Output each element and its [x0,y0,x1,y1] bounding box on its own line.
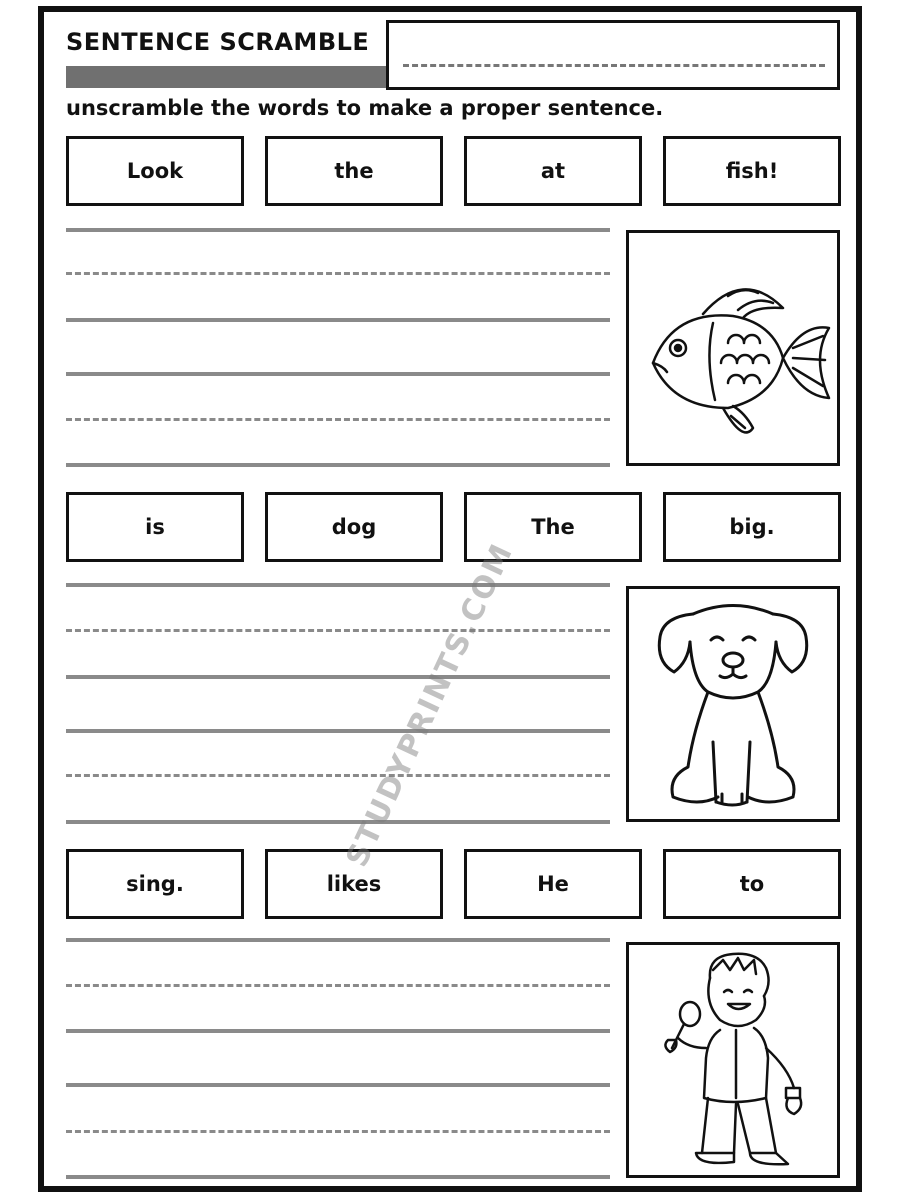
word-tile[interactable]: dog [265,492,443,562]
writing-line-base [66,318,610,322]
writing-line-top[interactable] [66,938,610,942]
word-tile[interactable]: The [464,492,642,562]
writing-line-base [66,820,610,824]
writing-line-mid [66,418,610,421]
writing-line-base [66,1029,610,1033]
writing-line-top[interactable] [66,583,610,587]
writing-line-mid [66,629,610,632]
writing-line-top[interactable] [66,729,610,733]
dog-icon [638,592,828,817]
writing-line-top[interactable] [66,1083,610,1087]
writing-line-base [66,463,610,467]
word-tile[interactable]: likes [265,849,443,919]
watermark: STUDYPRINTS.COM [339,537,521,873]
word-tile[interactable]: is [66,492,244,562]
word-tile[interactable]: at [464,136,642,206]
writing-line-mid [66,272,610,275]
word-tile[interactable]: fish! [663,136,841,206]
instructions: unscramble the words to make a proper sentence. [66,96,664,120]
writing-line-top[interactable] [66,372,610,376]
word-tile[interactable]: big. [663,492,841,562]
word-tile[interactable]: Look [66,136,244,206]
name-field[interactable] [386,20,840,90]
fish-illustration [626,230,840,466]
boy-singing-illustration [626,942,840,1178]
word-tile[interactable]: the [265,136,443,206]
boy-singing-icon [638,948,828,1173]
writing-line-mid [66,984,610,987]
worksheet-title: SENTENCE SCRAMBLE [66,28,370,56]
word-tile[interactable]: sing. [66,849,244,919]
writing-line-base [66,675,610,679]
title-underline-bar [66,66,386,88]
word-tile[interactable]: to [663,849,841,919]
writing-line-mid [66,774,610,777]
writing-line-base [66,1175,610,1179]
fish-icon [633,248,833,448]
dog-illustration [626,586,840,822]
name-field-line [403,64,825,67]
writing-line-top[interactable] [66,228,610,232]
word-tile[interactable]: He [464,849,642,919]
writing-line-mid [66,1130,610,1133]
